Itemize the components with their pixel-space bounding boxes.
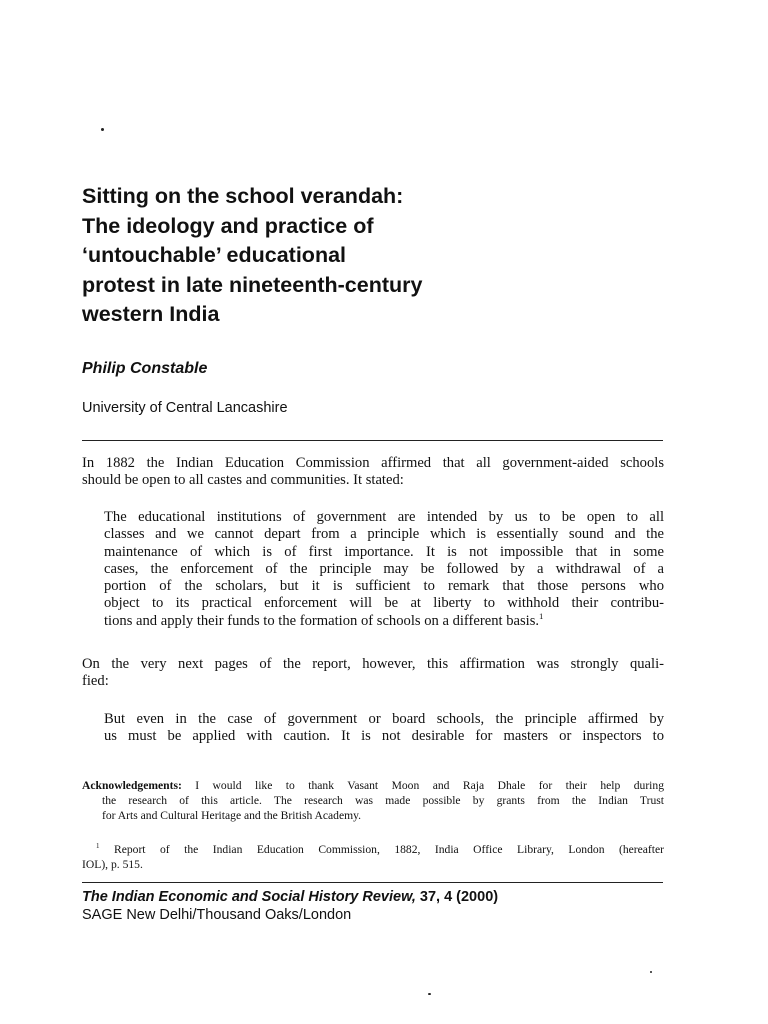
text-line: The educational institutions of government are intended by us to be open to all [104,509,664,525]
body-paragraph [82,455,664,490]
scan-speck [650,971,652,973]
text-line: object to its practical enforcement will be at liberty to withhold their contribu- [104,595,664,612]
text-line: cases, the enforcement of the principle may be followed by a withdrawal of a [104,560,664,577]
footer-rule [82,882,663,883]
footnote [82,842,664,872]
acknowledgements-note [82,778,664,823]
quote-text: tions and apply their funds to the formation of schools on a different basis. [104,612,540,629]
journal-citation [82,888,498,906]
acknowledgements-label: Acknowledgements: [82,779,182,792]
title-line: The ideology and practice of [82,213,374,238]
journal-issue: 37, 4 (2000) [419,889,499,905]
text-line [82,842,664,857]
text-line: maintenance of which is of first importance. It is not impossible that in some [104,543,664,560]
author-affiliation: University of Central Lancashire [82,400,288,416]
text-line: should be open to all castes and communities. It stated: [82,472,404,489]
text-line: for Arts and Cultural Heritage and the British Academy. [102,809,362,822]
divider-rule [82,440,663,441]
scan-speck [428,993,431,995]
text-line: But even in the case of government or board schools, the principle affirmed by [104,711,664,727]
block-quote [104,509,664,630]
title-line: ‘untouchable’ educational [82,243,347,267]
scan-speck [101,128,104,131]
article-title [82,182,642,330]
body-paragraph [82,656,664,691]
footnote-text: Report of the Indian Education Commission, 1882, India Office Library, London (hereafter [113,843,665,856]
publisher-line: SAGE New Delhi/Thousand Oaks/London [82,907,352,923]
author-name: Philip Constable [82,360,208,377]
text-line: IOL), p. 515. [82,858,143,871]
text-line: On the very next pages of the report, however, this affirmation was strongly quali- [82,656,664,672]
text-line: us must be applied with caution. It is not desirable for masters or inspectors to [104,728,664,745]
text-line: fied: [82,673,109,690]
footnote-number: 1 [96,842,100,851]
title-line: Sitting on the school verandah: [82,184,404,208]
text-line [82,778,664,793]
footnote-reference: 1 [539,610,544,621]
text-line [104,610,664,630]
text-line: portion of the scholars, but it is sufficient to remark that those persons who [104,578,664,595]
title-line: protest in late nineteenth-century [82,272,423,297]
text-line: In 1882 the Indian Education Commission affirmed that all government-aided schools [82,455,664,471]
acknowledgements-text: I would like to thank Vasant Moon and Raja Dhale for their help during [195,779,664,792]
title-line: western India [82,302,220,326]
text-line: classes and we cannot depart from a principle which is essentially sound and the [104,526,664,543]
block-quote [104,711,664,746]
text-line: the research of this article. The research was made possible by grants from the Indian Trust [102,794,664,807]
journal-title: The Indian Economic and Social History Review, [82,889,416,905]
